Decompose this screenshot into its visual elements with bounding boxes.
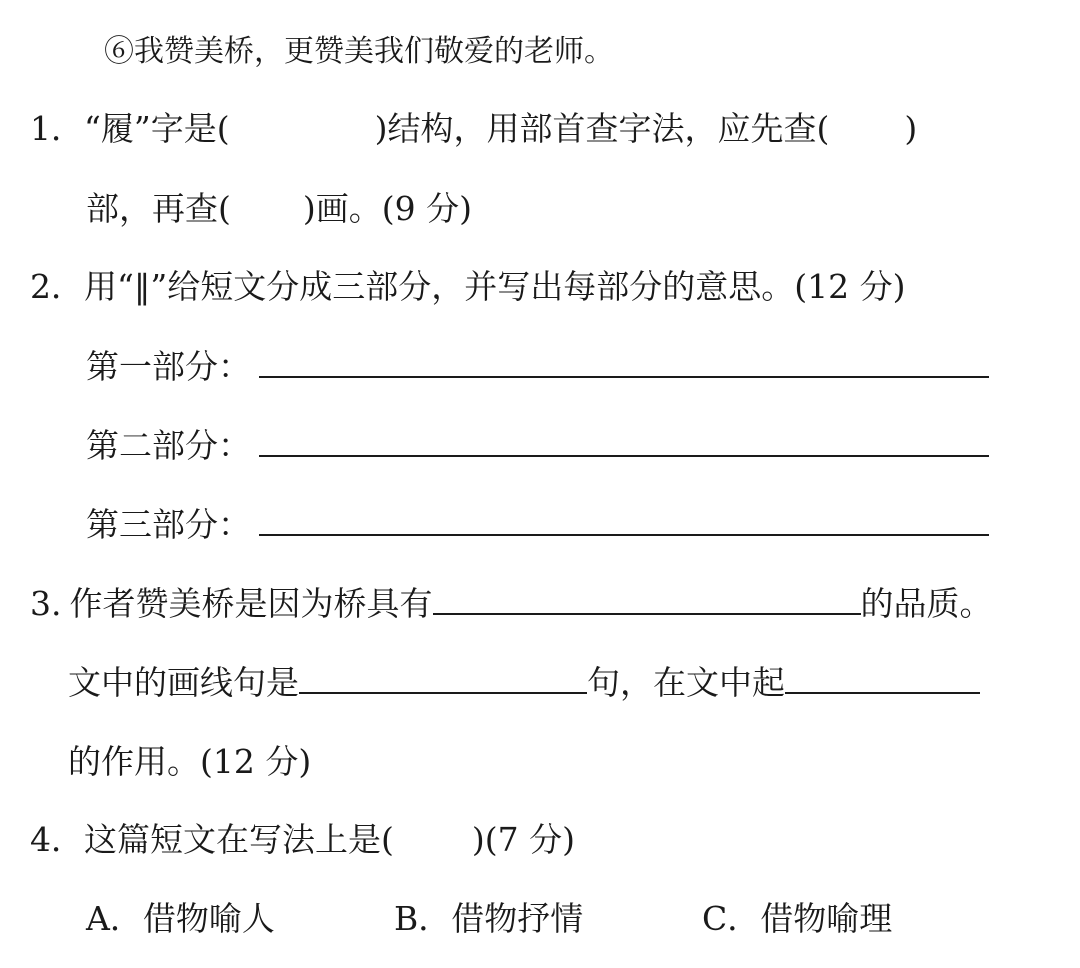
answer-blank-sentence-type[interactable] <box>299 662 587 694</box>
question-3-text-a: 作者赞美桥是因为桥具有 <box>69 584 433 623</box>
part-1-answer-line <box>86 346 989 386</box>
answer-blank-function[interactable] <box>785 662 980 694</box>
option-b[interactable] <box>394 899 583 939</box>
question-4-line <box>30 820 575 860</box>
question-3-text-c: 文中的画线句是 <box>68 663 299 702</box>
part-2-answer-line <box>86 425 989 465</box>
question-1-number: 1． <box>30 109 84 148</box>
option-b-letter: B． <box>394 899 452 938</box>
question-1-line-1 <box>30 109 917 149</box>
question-1-text-b: )结构，用部首查字法，应先查( <box>374 109 830 148</box>
question-3-text-e: 的作用。(12 分) <box>68 742 312 781</box>
question-3-text-d: 句，在文中起 <box>587 663 785 702</box>
part-3-answer-line <box>86 504 989 544</box>
part-3-label: 第三部分： <box>86 505 251 544</box>
answer-blank-quality[interactable] <box>433 583 861 615</box>
part-2-label: 第二部分： <box>86 426 251 465</box>
question-3-line-2 <box>68 662 980 702</box>
question-2-number: 2． <box>30 267 84 306</box>
question-3-line-1 <box>30 583 993 623</box>
part-2-answer-blank[interactable] <box>259 425 989 457</box>
option-a[interactable] <box>86 899 275 939</box>
part-1-label: 第一部分： <box>86 347 251 386</box>
option-a-text: 借物喻人 <box>142 899 275 938</box>
question-1-text-c: ) <box>904 109 918 148</box>
option-a-letter: A． <box>86 899 143 938</box>
part-3-answer-blank[interactable] <box>259 504 989 536</box>
option-c-text: 借物喻理 <box>760 899 893 938</box>
question-4-number: 4． <box>30 820 84 859</box>
passage-sentence <box>104 32 614 72</box>
circled-number-marker: ⑥ <box>104 34 134 69</box>
question-3-number: 3. <box>30 584 62 623</box>
option-b-text: 借物抒情 <box>451 899 584 938</box>
question-3-line-3 <box>68 742 311 782</box>
question-2-line <box>30 267 905 307</box>
question-1-text-d: 部，再查( <box>86 189 231 228</box>
question-1-text-a: “履”字是( <box>84 109 230 148</box>
question-4-text-end: )(7 分) <box>471 820 575 859</box>
option-c-letter: C． <box>702 899 761 938</box>
question-1-text-e: )画。(9 分) <box>302 189 472 228</box>
part-1-answer-blank[interactable] <box>259 346 989 378</box>
question-1-line-2 <box>86 189 472 229</box>
question-2-text: 用“‖”给短文分成三部分，并写出每部分的意思。(12 分) <box>84 267 906 306</box>
option-c[interactable] <box>702 899 892 939</box>
passage-sentence-text: 我赞美桥，更赞美我们敬爱的老师。 <box>134 34 614 69</box>
question-3-text-b: 的品质。 <box>860 584 993 623</box>
question-4-text: 这篇短文在写法上是( <box>84 820 394 859</box>
